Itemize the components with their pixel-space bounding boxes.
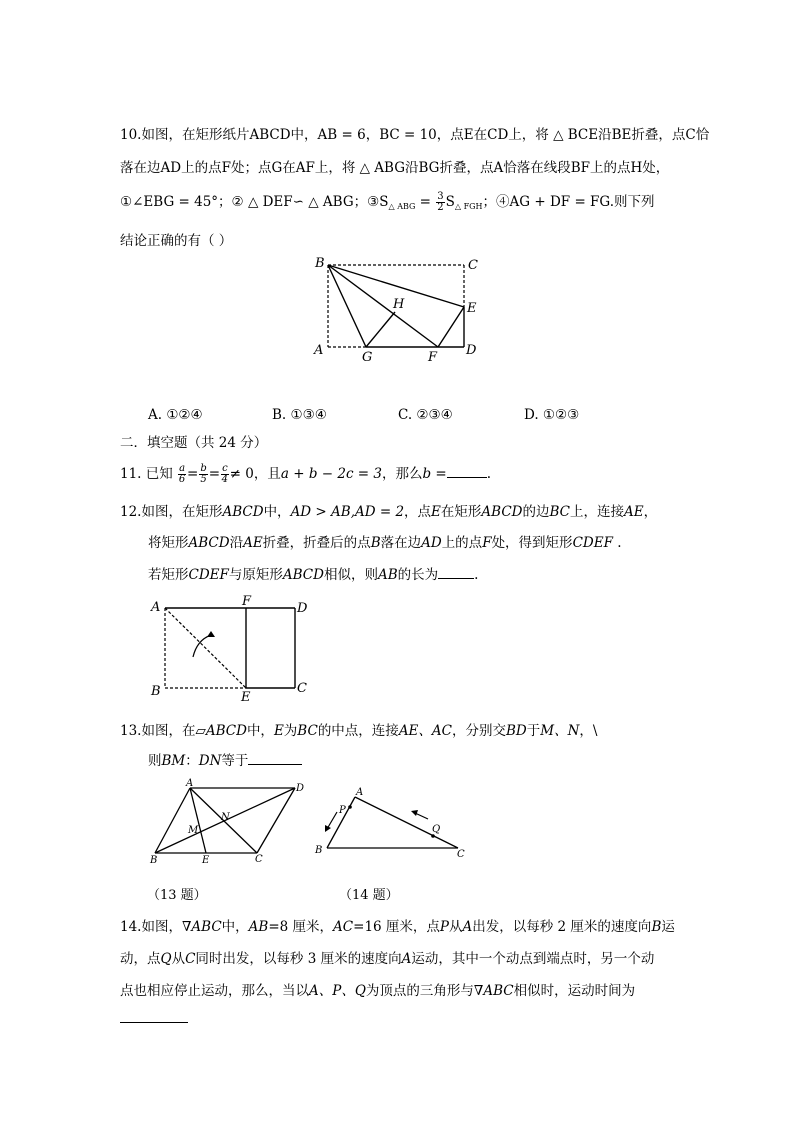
q10-label-F: F: [428, 350, 438, 365]
q13-label-D: D: [296, 783, 305, 794]
q12-label-F: F: [242, 594, 252, 609]
q14-line2: 动，点Q从C同时出发，以每秒 3 厘米的速度向A运动，其中一个动点到端点时，另一个动: [120, 951, 655, 967]
q10-label-D: D: [466, 343, 477, 358]
q11-answer-blank[interactable]: [447, 465, 487, 478]
q12-line1: 12.如图，在矩形ABCD中，AD > AB,AD = 2，点E在矩形ABCD的边BC上，连接AE，: [120, 504, 658, 520]
q12-label-B: B: [151, 684, 161, 699]
q11-frac-a: $\frac{a}{6}$: [178, 463, 186, 485]
q10-option-D: D. ①②③: [524, 407, 580, 423]
q10-label-C: C: [468, 258, 478, 273]
q12-label-E: E: [241, 690, 251, 705]
q10-label-A: A: [314, 343, 324, 358]
q12-line3: 若矩形CDEF与原矩形ABCD相似，则AB的长为 .: [148, 567, 479, 583]
q13-line2: 则BM：DN等于: [148, 749, 302, 769]
q13-answer-blank[interactable]: [248, 752, 302, 765]
q13-label-N: N: [221, 812, 230, 823]
q10-label-G: G: [362, 350, 373, 365]
q14-caption: （14 题）: [339, 888, 399, 903]
q11-frac-c: $\frac{c}{4}$: [221, 463, 229, 485]
q14-label-A: A: [356, 787, 364, 798]
q10-label-E: E: [467, 301, 477, 316]
q12-label-C: C: [297, 681, 307, 696]
q10-option-C: C. ②③④: [398, 407, 453, 423]
q14-label-P: P: [339, 805, 346, 816]
q10-label-B: B: [315, 256, 325, 271]
q14-line3: 点也相应停止运动，那么，当以A、P、Q为顶点的三角形与∇ABC相似时，运动时间为: [120, 983, 636, 999]
q14-label-C: C: [457, 849, 465, 860]
q14-label-B: B: [315, 845, 323, 856]
q13-label-B: B: [150, 855, 158, 866]
q13-caption: （13 题）: [147, 888, 207, 903]
q11-line: 11. 已知 $\frac{a}{6}$ = $\frac{b}{5}$ = $\frac{c}{4}$ ≠ 0，且a + b − 2c = 3，那么b = .: [120, 463, 492, 485]
q14-figure: [310, 785, 480, 865]
q14-line1: 14.如图，∇ABC中，AB=8 厘米，AC=16 厘米，点P从A出发，以每秒 2 厘米的速度向B运: [120, 919, 675, 935]
q10-label-H: H: [393, 297, 405, 312]
q10-fraction: $\frac{3}{2}$: [437, 191, 444, 213]
q12-figure: [145, 595, 325, 705]
q13-line1: 13.如图，在▱ABCD中，E为BC的中点，连接AE、AC，分别交BD于M、N，\: [120, 723, 598, 739]
q10-line3: ①∠EBG = 45°；② △ DEF∽ △ ABG；$③S_{\triangle ABG}$ = $\frac{3}{2}$ $S_{\triangle FGH}$；④AG + DF = FG.则下列: [120, 191, 655, 213]
q11-frac-b: $\frac{b}{5}$: [200, 463, 207, 485]
q13-label-C: C: [255, 854, 263, 865]
q12-label-A: A: [151, 600, 161, 615]
q10-line2: 落在边AD上的点F处；点G在AF上，将 △ ABG沿BG折叠，点A恰落在线段BF上的点H处，: [120, 160, 670, 176]
q12-line2: 将矩形ABCD沿AE折叠，折叠后的点B落在边AD上的点F处，得到矩形CDEF .: [148, 535, 622, 551]
q12-answer-blank[interactable]: [438, 566, 474, 579]
q13-label-M: M: [188, 825, 199, 836]
q12-label-D: D: [297, 601, 308, 616]
q14-answer-blank[interactable]: [120, 1022, 188, 1023]
q10-line4: 结论正确的有（ ）: [120, 233, 233, 249]
q13-label-A: A: [186, 778, 194, 789]
q14-label-Q: Q: [432, 824, 441, 835]
q10-option-A: A. ①②④: [148, 407, 203, 423]
q13-figure: [145, 780, 315, 870]
q10-line1: 10.如图，在矩形纸片ABCD中，AB = 6，BC = 10，点E在CD上，将 △ BCE沿BE折叠，点C恰: [120, 127, 710, 143]
q13-label-E: E: [202, 855, 210, 866]
section-title: 二．填空题（共 24 分）: [120, 435, 268, 451]
q10-option-B: B. ①③④: [272, 407, 327, 423]
q10-figure: [300, 250, 500, 370]
